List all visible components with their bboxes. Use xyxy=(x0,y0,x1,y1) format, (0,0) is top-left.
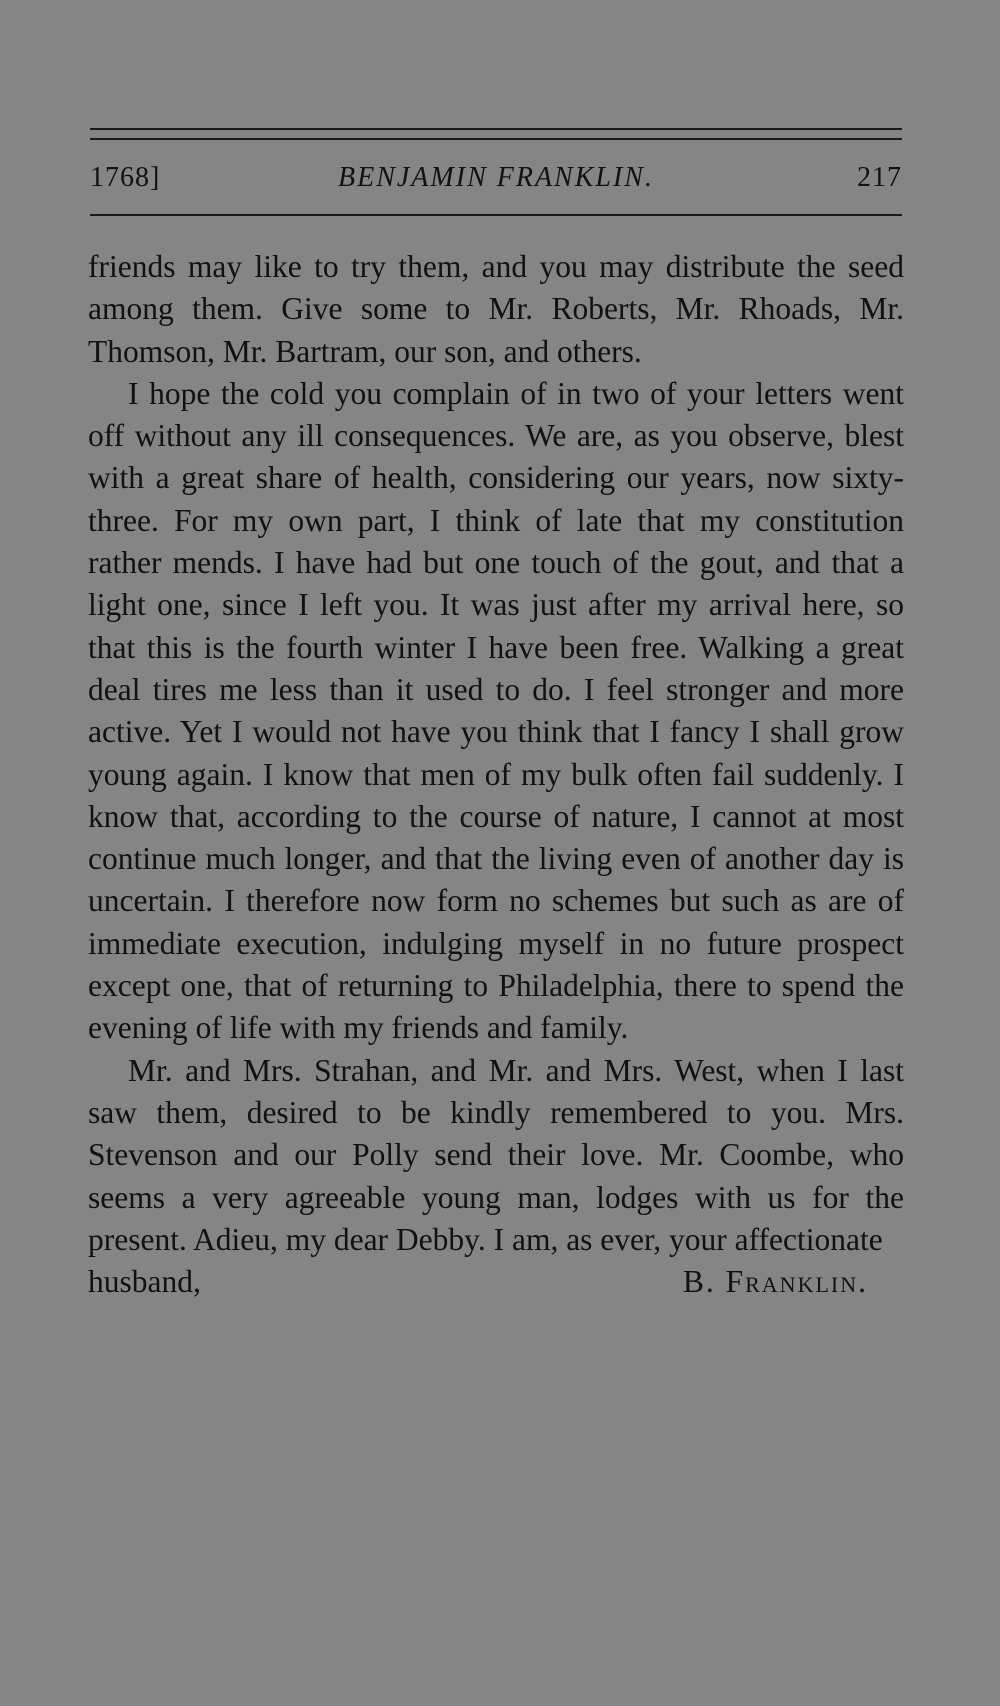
letter-body xyxy=(88,246,904,1303)
running-header xyxy=(90,156,902,200)
header-rule-bottom xyxy=(90,214,902,216)
paragraph-continued: friends may like to try them, and you may distribute the seed among them. Give some to Mr. Roberts, Mr. Rhoads, Mr. Thomson, Mr. Bartram, our son, and others. xyxy=(88,249,904,369)
paragraph-health: I hope the cold you complain of in two of your letters went off without any ill consequences. We are, as you observe, blest with a great share of health, considering our years, now sixty-three. For my own part, I think of late that my constitution rather mends. I have had but one touch of the gout, and that a light one, since I left you. It was just after my arrival here, so that this is the fourth winter I have been free. Walking a great deal tires me less than it used to do. I feel stronger and more active. Yet I would not have you think that I fancy I shall grow young again. I know that men of my bulk often fail suddenly. I know that, according to the course of nature, I cannot at most continue much longer, and that the living even of another day is uncertain. I therefore now form no schemes but such as are of immediate execution, indulging myself in no future prospect except one, that of returning to Philadelphia, there to spend the evening of life with my friends and family. xyxy=(88,375,904,1046)
closing-line xyxy=(88,1261,904,1303)
closing-word: husband, xyxy=(88,1264,201,1300)
header-rule-top xyxy=(90,128,902,130)
header-title: BENJAMIN FRANKLIN. xyxy=(338,162,654,193)
header-year: 1768] xyxy=(90,162,161,193)
signature: B. Franklin. xyxy=(682,1264,868,1300)
header-rule-top-second xyxy=(90,138,902,140)
paragraph-regards: Mr. and Mrs. Strahan, and Mr. and Mrs. West, when I last saw them, desired to be kindly remembered to you. Mrs. Stevenson and our Polly send their love. Mr. Coombe, who seems a very agreeable young man, lodges with us for the present. Adieu, my dear Debby. I am, as ever, your affectionate xyxy=(88,1052,904,1257)
page-number: 217 xyxy=(857,162,902,193)
